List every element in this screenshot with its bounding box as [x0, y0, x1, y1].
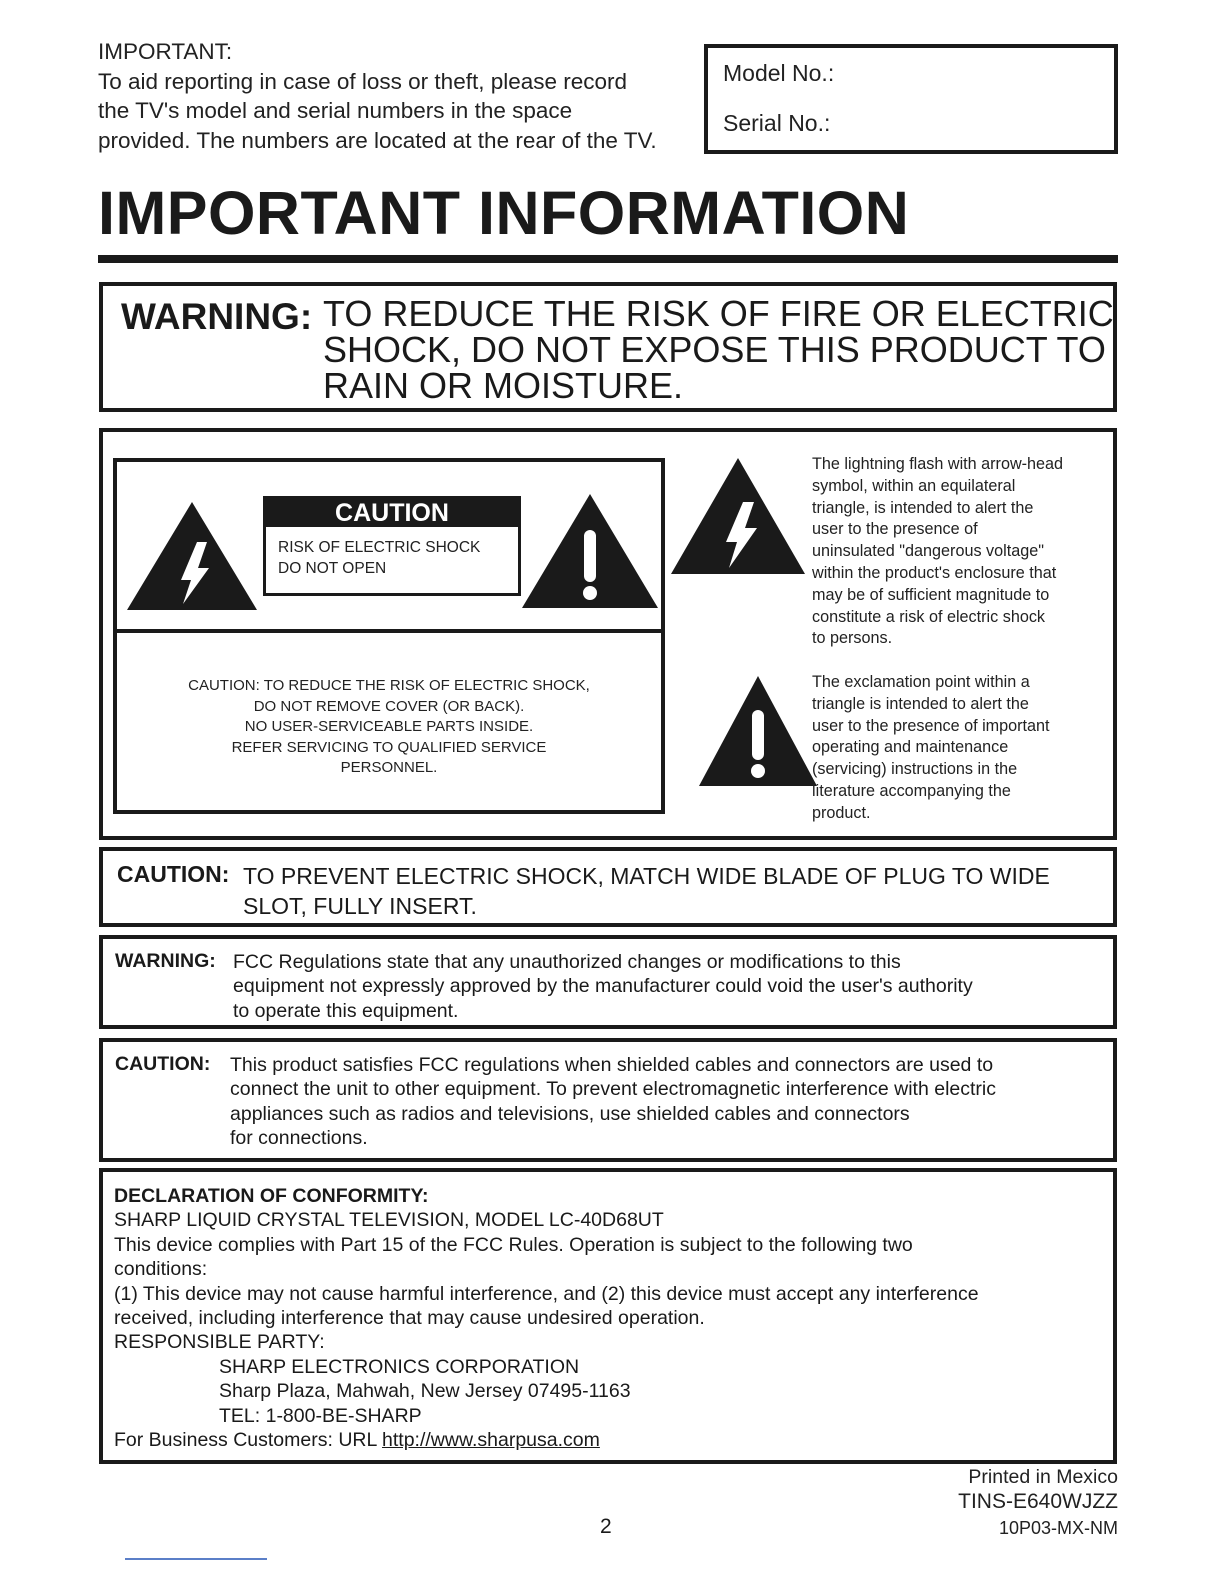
plug-caution-line: SLOT, FULLY INSERT. — [243, 893, 477, 919]
cable-caution-box — [99, 1038, 1117, 1162]
fcc-warning-line: to operate this equipment. — [233, 999, 459, 1022]
declaration-line: This device complies with Part 15 of the FCC Rules. Operation is subject to the following two — [114, 1233, 913, 1256]
exclamation-description — [812, 672, 1050, 825]
note-line: To aid reporting in case of loss or theft, please record — [98, 68, 628, 94]
desc-line: user to the presence of important — [812, 716, 1050, 735]
warning-box — [99, 282, 1117, 412]
desc-line: may be of sufficient magnitude to — [812, 585, 1050, 604]
caution-sticker — [263, 496, 521, 596]
desc-line: constitute a risk of electric shock — [812, 607, 1046, 626]
footer-codes — [958, 1465, 1118, 1541]
fcc-warning-label: WARNING: — [115, 950, 216, 972]
cable-caution-line: for connections. — [230, 1127, 368, 1150]
desc-line: to persons. — [812, 629, 893, 648]
cable-caution-label: CAUTION: — [115, 1053, 211, 1075]
party-line: SHARP ELECTRONICS CORPORATION — [219, 1355, 580, 1378]
desc-line: The lightning flash with arrow-head — [812, 455, 1064, 473]
cable-caution-line: This product satisfies FCC regulations when shielded cables and connectors are used to — [230, 1054, 994, 1076]
note-line: IMPORTANT: — [98, 39, 233, 64]
fcc-warning-line: FCC Regulations state that any unauthorized changes or modifications to this — [233, 951, 901, 973]
caution-note-line: DO NOT REMOVE COVER (OR BACK). — [253, 697, 525, 715]
business-url-link[interactable]: http://www.sharpusa.com — [382, 1429, 600, 1452]
caution-note-line: CAUTION: TO REDUCE THE RISK OF ELECTRIC SHOCK, — [188, 677, 590, 694]
page-number: 2 — [600, 1515, 612, 1538]
desc-line: operating and maintenance — [812, 738, 1009, 757]
note-line: provided. The numbers are located at the rear of the TV. — [98, 127, 657, 153]
lightning-triangle-icon — [125, 500, 259, 612]
warning-line: SHOCK, DO NOT EXPOSE THIS PRODUCT TO — [323, 329, 1106, 370]
desc-line: uninsulated "dangerous voltage" — [812, 542, 1044, 561]
lightning-triangle-icon — [669, 456, 807, 576]
caution-note-line: NO USER-SERVICEABLE PARTS INSIDE. — [244, 718, 534, 735]
desc-line: (servicing) instructions in the — [812, 760, 1018, 779]
caution-note-line: REFER SERVICING TO QUALIFIED SERVICE — [231, 738, 547, 756]
fcc-warning-text — [233, 950, 973, 1023]
declaration-box — [99, 1168, 1117, 1464]
exclamation-triangle-icon — [697, 674, 819, 788]
printed-in: Printed in Mexico — [968, 1466, 1118, 1488]
desc-line: triangle is intended to alert the — [812, 694, 1029, 713]
warning-line: RAIN OR MOISTURE. — [323, 365, 684, 406]
panel-divider — [117, 629, 661, 633]
record-box — [704, 44, 1118, 154]
desc-line: literature accompanying the — [812, 781, 1011, 800]
plug-caution-box — [99, 847, 1117, 927]
caution-sub-line: DO NOT OPEN — [278, 560, 387, 577]
declaration-text — [114, 1184, 979, 1452]
party-line: Sharp Plaza, Mahwah, New Jersey 07495-1163 — [219, 1380, 631, 1403]
caution-note — [117, 676, 661, 779]
plug-caution-label: CAUTION: — [117, 861, 230, 887]
desc-line: user to the presence of — [812, 520, 978, 539]
party-line: TEL: 1-800-BE-SHARP — [219, 1404, 422, 1427]
fcc-warning-line: equipment not expressly approved by the manufacturer could void the user's authority — [233, 975, 973, 998]
desc-line: The exclamation point within a — [812, 673, 1030, 691]
plug-caution-text — [243, 861, 1050, 921]
title-rule — [98, 255, 1118, 263]
page-title: IMPORTANT INFORMATION — [98, 179, 910, 247]
fcc-warning-box — [99, 935, 1117, 1029]
caution-subtext — [278, 537, 480, 579]
lightning-description — [812, 454, 1063, 650]
plug-caution-line: TO PREVENT ELECTRIC SHOCK, MATCH WIDE BLADE OF PLUG TO WIDE — [243, 863, 1050, 889]
model-code: TINS-E640WJZZ — [958, 1490, 1118, 1513]
business-prefix: For Business Customers: URL — [114, 1429, 383, 1452]
caution-note-line: PERSONNEL. — [340, 759, 438, 776]
declaration-line: received, including interference that may cause undesired operation. — [114, 1307, 705, 1330]
desc-line: symbol, within an equilateral — [812, 476, 1016, 495]
exclamation-triangle-icon — [520, 492, 660, 610]
business-line — [114, 1428, 979, 1452]
caution-heading: CAUTION — [266, 499, 518, 527]
cable-caution-line: appliances such as radios and televisions, use shielded cables and connectors — [230, 1102, 910, 1125]
caution-sub-line: RISK OF ELECTRIC SHOCK — [278, 539, 481, 556]
header-note — [98, 37, 657, 155]
desc-line: within the product's enclosure that — [812, 563, 1057, 582]
warning-label: WARNING: — [121, 296, 313, 337]
cable-caution-line: connect the unit to other equipment. To prevent electromagnetic interference with electric — [230, 1078, 996, 1101]
cable-caution-text — [230, 1053, 996, 1151]
serial-no-field[interactable]: Serial No.: — [723, 110, 831, 136]
declaration-model: SHARP LIQUID CRYSTAL TELEVISION, MODEL LC-40D68UT — [114, 1209, 664, 1232]
declaration-line: (1) This device may not cause harmful interference, and (2) this device must accept any interference — [114, 1282, 979, 1305]
declaration-line: conditions: — [114, 1258, 208, 1281]
warning-line: TO REDUCE THE RISK OF FIRE OR ELECTRIC — [323, 293, 1114, 334]
note-line: the TV's model and serial numbers in the space — [98, 98, 573, 123]
desc-line: triangle, is intended to alert the — [812, 498, 1034, 517]
warning-text — [323, 293, 1114, 406]
print-code: 10P03-MX-NM — [998, 1518, 1118, 1538]
scan-artifact-line — [125, 1558, 267, 1560]
symbols-box — [99, 428, 1117, 840]
model-no-field[interactable]: Model No.: — [723, 60, 835, 86]
desc-line: product. — [812, 803, 871, 822]
declaration-heading: DECLARATION OF CONFORMITY: — [114, 1185, 429, 1207]
responsible-party-label: RESPONSIBLE PARTY: — [114, 1331, 325, 1354]
caution-label-panel — [113, 458, 665, 814]
